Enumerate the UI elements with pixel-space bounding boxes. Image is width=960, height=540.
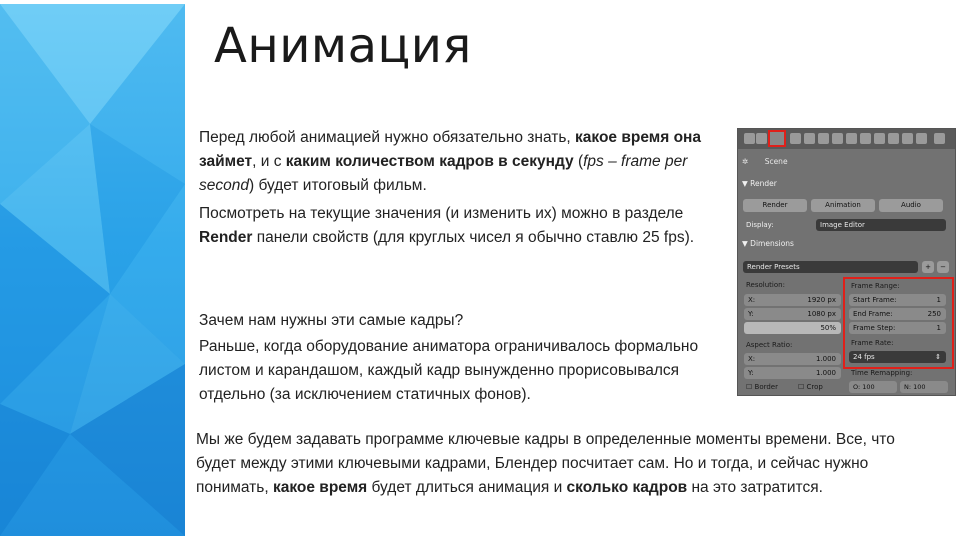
dimensions-header[interactable]	[742, 239, 794, 248]
aspect-x-field[interactable]	[744, 353, 841, 365]
render-tab-icon[interactable]	[744, 133, 755, 144]
border-checkbox[interactable]	[746, 383, 778, 391]
res-x-value: 1920 px	[807, 296, 836, 304]
animation-button[interactable]: Animation	[811, 199, 875, 212]
paragraph-keyframes	[196, 428, 936, 500]
layers-tab-icon[interactable]	[756, 133, 767, 144]
audio-button[interactable]: Audio	[879, 199, 943, 212]
res-y-value: 1080 px	[807, 310, 836, 318]
res-percent-value: 50%	[820, 324, 836, 332]
time-new-field[interactable]: N: 100	[900, 381, 948, 393]
scene-label: Scene	[764, 157, 788, 166]
frame-step-label: Frame Step:	[853, 324, 896, 332]
p1-text-4: ) будет итоговый фильм.	[248, 177, 427, 194]
checkbox-icon: ☐	[746, 383, 753, 391]
p1-text-3: (	[573, 153, 584, 170]
data-tab-icon[interactable]	[860, 133, 871, 144]
properties-toolbar	[738, 129, 956, 149]
asp-y-label: Y:	[748, 369, 754, 377]
physics-tab-icon[interactable]	[916, 133, 927, 144]
res-y-label: Y:	[748, 310, 754, 318]
p1-bold-2: каким количеством кадров в секунду	[285, 153, 574, 170]
blender-render-panel	[737, 128, 956, 396]
start-frame-field[interactable]	[849, 294, 946, 306]
p5-bold-2: сколько кадров	[566, 479, 688, 496]
end-frame-field[interactable]	[849, 308, 946, 320]
paragraph-render-section	[199, 202, 729, 250]
dimensions-header-label: Dimensions	[750, 239, 794, 248]
render-tab-selected-icon[interactable]	[768, 130, 786, 147]
select-arrows-icon: ⇕	[935, 353, 941, 361]
end-frame-label: End Frame:	[853, 310, 893, 318]
texture-tab-icon[interactable]	[888, 133, 899, 144]
asp-x-label: X:	[748, 355, 756, 363]
scene-row	[742, 157, 788, 166]
fps-select[interactable]	[849, 351, 946, 363]
material-tab-icon[interactable]	[874, 133, 885, 144]
paragraph-question: Зачем нам нужны эти самые кадры?	[199, 312, 464, 329]
p5-text-2: будет длиться анимация и	[367, 479, 567, 496]
remove-preset-button[interactable]: −	[937, 261, 949, 273]
decorative-strip	[0, 4, 185, 536]
frame-step-value: 1	[936, 324, 941, 332]
p1-bold-1: какое время она займет	[199, 129, 702, 170]
particles-tab-icon[interactable]	[902, 133, 913, 144]
p1-text-2: , и с	[252, 153, 286, 170]
p1-italic: fps – frame per second	[199, 153, 688, 194]
end-frame-value: 250	[927, 310, 941, 318]
p5-bold-1: какое время	[272, 479, 368, 496]
collapse-arrow-icon: ▼	[742, 179, 748, 188]
object-tab-icon[interactable]	[818, 133, 829, 144]
p5-text-3: на это затратится.	[687, 479, 823, 496]
time-old-field[interactable]: O: 100	[849, 381, 897, 393]
paragraph-history: Раньше, когда оборудование аниматора ограничивалось формально листом и карандашом, каждый кадр вынужденно прорисовывался отдельно (за исключением статичных фонов).	[199, 338, 699, 403]
scene-tab-icon[interactable]	[790, 133, 801, 144]
aspect-y-field[interactable]	[744, 367, 841, 379]
resolution-x-field[interactable]	[744, 294, 841, 306]
frame-rate-label: Frame Rate:	[851, 339, 894, 347]
crop-label: Crop	[806, 383, 823, 391]
scene-icon: ✲	[742, 157, 749, 166]
p2-text-1: Посмотреть на текущие значения (и изменить их) можно в разделе	[199, 205, 684, 222]
crop-checkbox[interactable]	[798, 383, 823, 391]
res-x-label: X:	[748, 296, 756, 304]
p2-text-2: панели свойств (для круглых чисел я обычно ставлю 25 fps).	[252, 229, 695, 246]
frame-step-field[interactable]	[849, 322, 946, 334]
asp-y-value: 1.000	[815, 369, 836, 377]
constraints-tab-icon[interactable]	[832, 133, 843, 144]
start-frame-label: Start Frame:	[853, 296, 897, 304]
checkbox-icon: ☐	[798, 383, 805, 391]
render-button[interactable]: Render	[743, 199, 807, 212]
time-remapping-label: Time Remapping:	[851, 369, 913, 377]
p2-bold-1: Render	[199, 229, 253, 246]
render-presets-select[interactable]: Render Presets	[743, 261, 918, 273]
display-select[interactable]: Image Editor	[816, 219, 946, 231]
start-frame-value: 1	[936, 296, 941, 304]
frame-range-label: Frame Range:	[851, 282, 900, 290]
modifiers-tab-icon[interactable]	[846, 133, 857, 144]
world-tab-icon[interactable]	[804, 133, 815, 144]
fps-value: 24 fps	[853, 353, 875, 361]
collapse-arrow-icon: ▼	[742, 239, 748, 248]
p1-text-1: Перед любой анимацией нужно обязательно знать,	[199, 129, 576, 146]
render-header-label: Render	[750, 179, 777, 188]
add-preset-button[interactable]: +	[922, 261, 934, 273]
resolution-y-field[interactable]	[744, 308, 841, 320]
paragraph-timing	[199, 126, 729, 198]
asp-x-value: 1.000	[815, 355, 836, 363]
page-title: Анимация	[214, 18, 472, 74]
border-label: Border	[754, 383, 778, 391]
aspect-ratio-label: Aspect Ratio:	[746, 341, 793, 349]
render-header[interactable]	[742, 179, 777, 188]
triangle-pattern	[0, 4, 185, 536]
resolution-label: Resolution:	[746, 281, 785, 289]
resolution-percent-field[interactable]	[744, 322, 841, 334]
display-label: Display:	[746, 221, 774, 229]
panel-menu-icon[interactable]	[934, 133, 945, 144]
p5-text-1: Мы же будем задавать программе ключевые кадры в определенные моменты времени. Все, что будет между этими ключевыми кадрами, Блендер посчитает сам. Но и тогда, и сейчас нужно понимать,	[196, 431, 895, 496]
